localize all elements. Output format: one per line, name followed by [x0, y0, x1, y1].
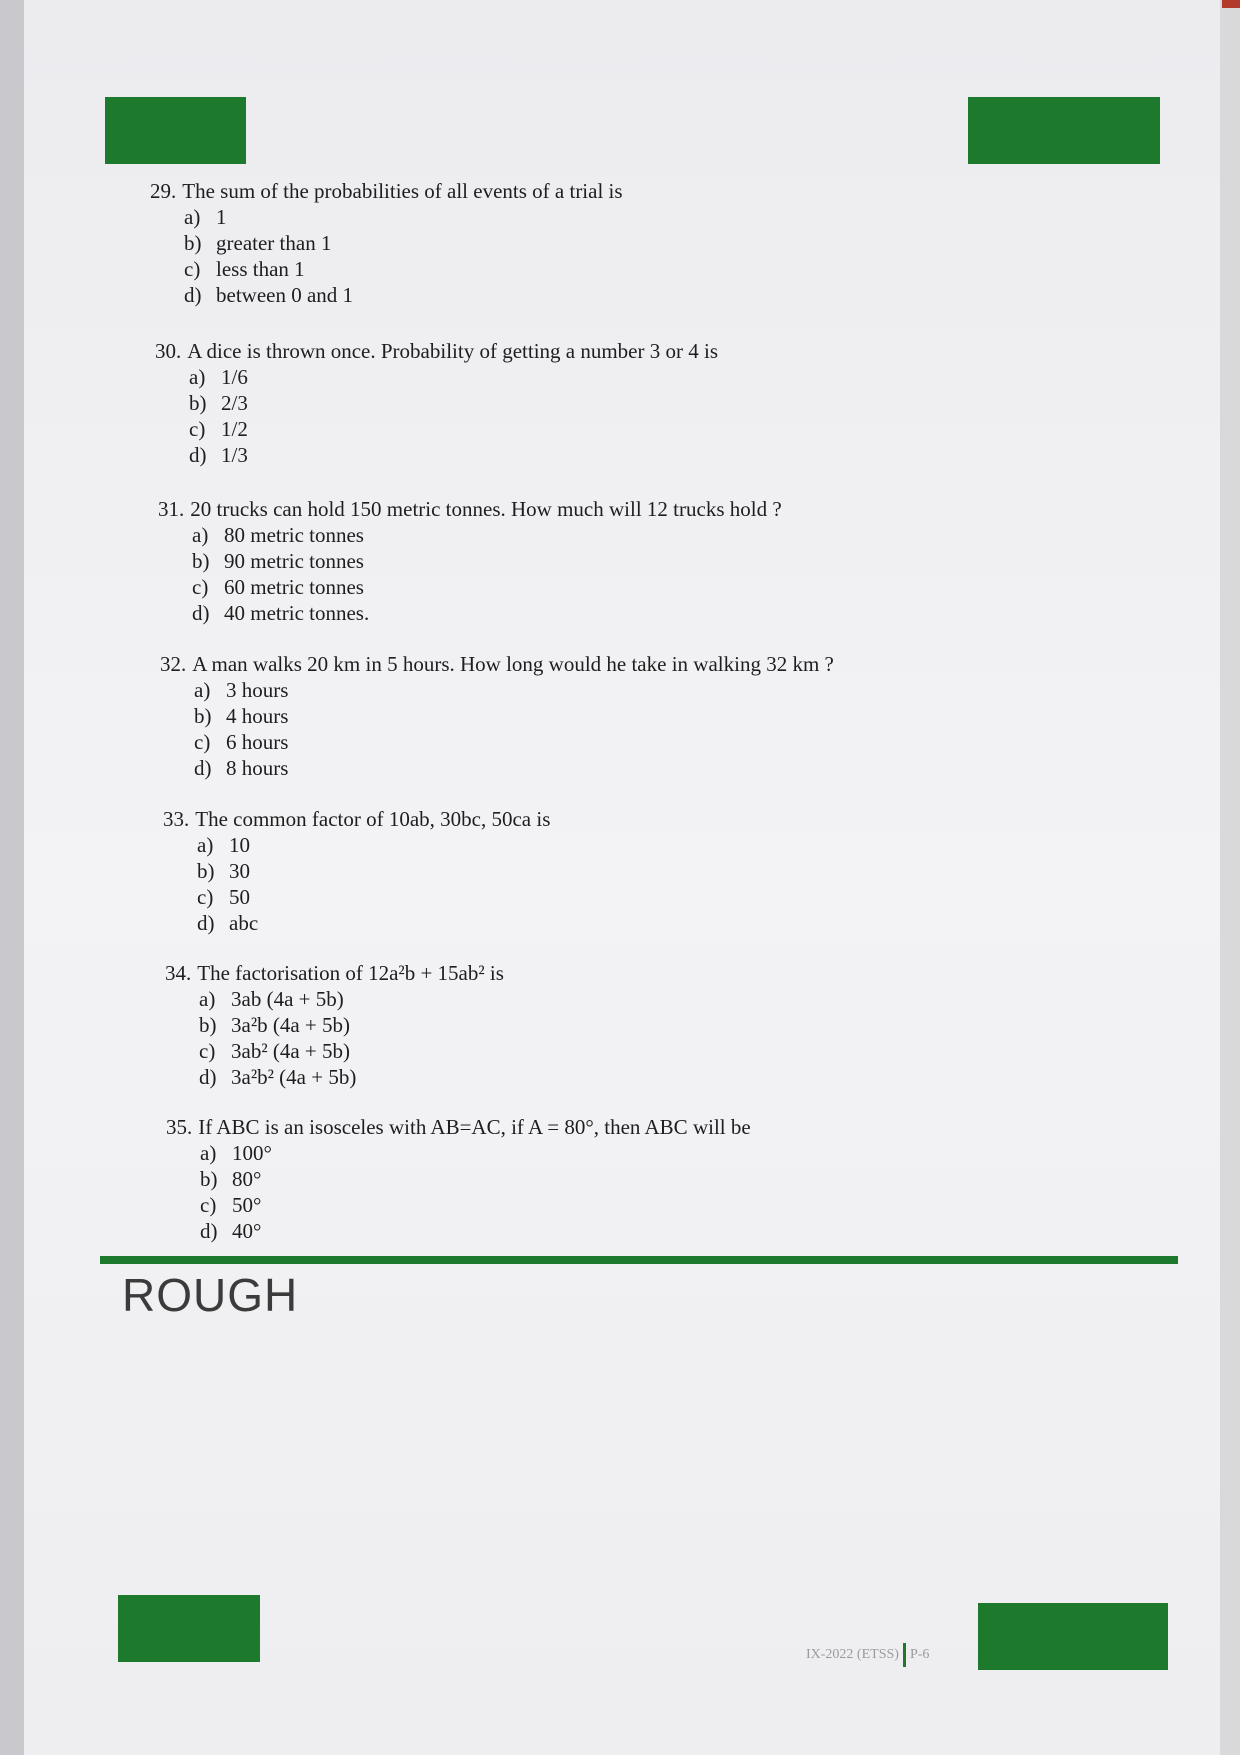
question-stem — [166, 1114, 751, 1140]
option-letter: a) — [184, 205, 201, 229]
option-d — [184, 282, 623, 308]
question-29 — [150, 178, 623, 308]
option-letter: d) — [194, 756, 212, 780]
option-text: 4 hours — [226, 704, 289, 728]
question-number: 31. — [158, 497, 185, 521]
option-text: 3ab (4a + 5b) — [231, 987, 344, 1011]
footer-code — [806, 1643, 929, 1667]
option-letter: b) — [189, 391, 207, 415]
option-letter: b) — [197, 859, 215, 883]
option-c — [200, 1192, 751, 1218]
option-letter: c) — [184, 257, 201, 281]
option-a — [197, 832, 550, 858]
option-text: 3 hours — [226, 678, 289, 702]
question-text: A dice is thrown once. Probability of getting a number 3 or 4 is — [187, 339, 718, 363]
option-d — [200, 1218, 751, 1244]
option-b — [192, 548, 782, 574]
option-letter: a) — [200, 1141, 217, 1165]
question-stem — [163, 806, 550, 832]
footer-separator — [903, 1643, 906, 1667]
option-text: 90 metric tonnes — [224, 549, 364, 573]
option-a — [189, 364, 718, 390]
page-edge-shadow — [0, 0, 24, 1755]
option-text: greater than 1 — [216, 231, 332, 255]
option-b — [184, 230, 623, 256]
option-text: 40° — [232, 1219, 262, 1243]
question-35 — [166, 1114, 751, 1244]
option-letter: c) — [197, 885, 214, 909]
option-letter: d) — [189, 443, 207, 467]
option-b — [200, 1166, 751, 1192]
option-letter: b) — [200, 1167, 218, 1191]
option-b — [197, 858, 550, 884]
option-text: 1/6 — [221, 365, 248, 389]
option-c — [199, 1038, 504, 1064]
question-text: 20 trucks can hold 150 metric tonnes. How much will 12 trucks hold ? — [190, 497, 782, 521]
question-text: A man walks 20 km in 5 hours. How long would he take in walking 32 km ? — [192, 652, 834, 676]
option-letter: c) — [192, 575, 209, 599]
question-text: The sum of the probabilities of all events of a trial is — [182, 179, 623, 203]
question-stem — [160, 651, 834, 677]
question-stem — [155, 338, 718, 364]
option-letter: c) — [189, 417, 206, 441]
option-text: between 0 and 1 — [216, 283, 354, 307]
exam-code: IX-2022 (ETSS) — [806, 1647, 899, 1663]
option-text: 40 metric tonnes. — [224, 601, 370, 625]
option-text: abc — [229, 911, 259, 935]
option-b — [194, 703, 834, 729]
option-text: 50 — [229, 885, 250, 909]
option-letter: b) — [192, 549, 210, 573]
option-c — [184, 256, 623, 282]
option-letter: d) — [200, 1219, 218, 1243]
question-stem — [158, 496, 782, 522]
option-text: 8 hours — [226, 756, 289, 780]
option-text: 1 — [216, 205, 227, 229]
question-33 — [163, 806, 550, 936]
option-text: 80 metric tonnes — [224, 523, 364, 547]
page-number: P-6 — [909, 1647, 930, 1663]
option-text: 50° — [232, 1193, 262, 1217]
question-number: 30. — [155, 339, 182, 363]
option-letter: a) — [189, 365, 206, 389]
option-letter: b) — [184, 231, 202, 255]
option-letter: d) — [199, 1065, 217, 1089]
option-letter: a) — [192, 523, 209, 547]
option-text: 1/2 — [221, 417, 248, 441]
option-text: 3ab² (4a + 5b) — [231, 1039, 351, 1063]
option-letter: d) — [197, 911, 215, 935]
option-text: less than 1 — [216, 257, 305, 281]
option-d — [199, 1064, 504, 1090]
question-30 — [155, 338, 718, 468]
question-stem — [165, 960, 504, 986]
question-text: If ABC is an isosceles with AB=AC, if A = 80°, then ABC will be — [198, 1115, 751, 1139]
option-text: 6 hours — [226, 730, 289, 754]
option-a — [200, 1140, 751, 1166]
option-letter: c) — [200, 1193, 217, 1217]
question-number: 34. — [165, 961, 192, 985]
option-d — [192, 600, 782, 626]
question-number: 29. — [150, 179, 177, 203]
option-d — [194, 755, 834, 781]
question-number: 35. — [166, 1115, 193, 1139]
option-b — [199, 1012, 504, 1038]
bottom-right-marker — [978, 1603, 1168, 1670]
option-c — [197, 884, 550, 910]
option-text: 2/3 — [221, 391, 248, 415]
option-a — [194, 677, 834, 703]
question-34 — [165, 960, 504, 1090]
option-text: 10 — [229, 833, 250, 857]
option-a — [184, 204, 623, 230]
option-letter: c) — [199, 1039, 216, 1063]
option-text: 100° — [232, 1141, 272, 1165]
question-number: 33. — [163, 807, 190, 831]
question-number: 32. — [160, 652, 187, 676]
rough-work-label: ROUGH — [122, 1269, 299, 1321]
option-d — [189, 442, 718, 468]
option-letter: d) — [184, 283, 202, 307]
option-letter: d) — [192, 601, 210, 625]
option-letter: a) — [199, 987, 216, 1011]
question-31 — [158, 496, 782, 626]
question-stem — [150, 178, 623, 204]
question-text: The factorisation of 12a²b + 15ab² is — [197, 961, 504, 985]
option-c — [192, 574, 782, 600]
question-32 — [160, 651, 834, 781]
option-b — [189, 390, 718, 416]
option-c — [189, 416, 718, 442]
option-letter: a) — [197, 833, 214, 857]
option-text: 1/3 — [221, 443, 248, 467]
option-a — [199, 986, 504, 1012]
option-text: 3a²b (4a + 5b) — [231, 1013, 351, 1037]
top-right-marker — [968, 97, 1160, 164]
option-c — [194, 729, 834, 755]
option-letter: b) — [199, 1013, 217, 1037]
corner-mark — [1222, 0, 1240, 8]
option-a — [192, 522, 782, 548]
option-letter: a) — [194, 678, 211, 702]
option-text: 80° — [232, 1167, 262, 1191]
option-text: 3a²b² (4a + 5b) — [231, 1065, 357, 1089]
rough-divider — [100, 1256, 1178, 1264]
top-left-marker — [105, 97, 246, 164]
option-text: 30 — [229, 859, 250, 883]
question-text: The common factor of 10ab, 30bc, 50ca is — [195, 807, 551, 831]
bottom-left-marker — [118, 1595, 260, 1662]
option-text: 60 metric tonnes — [224, 575, 364, 599]
option-letter: b) — [194, 704, 212, 728]
option-d — [197, 910, 550, 936]
option-letter: c) — [194, 730, 211, 754]
